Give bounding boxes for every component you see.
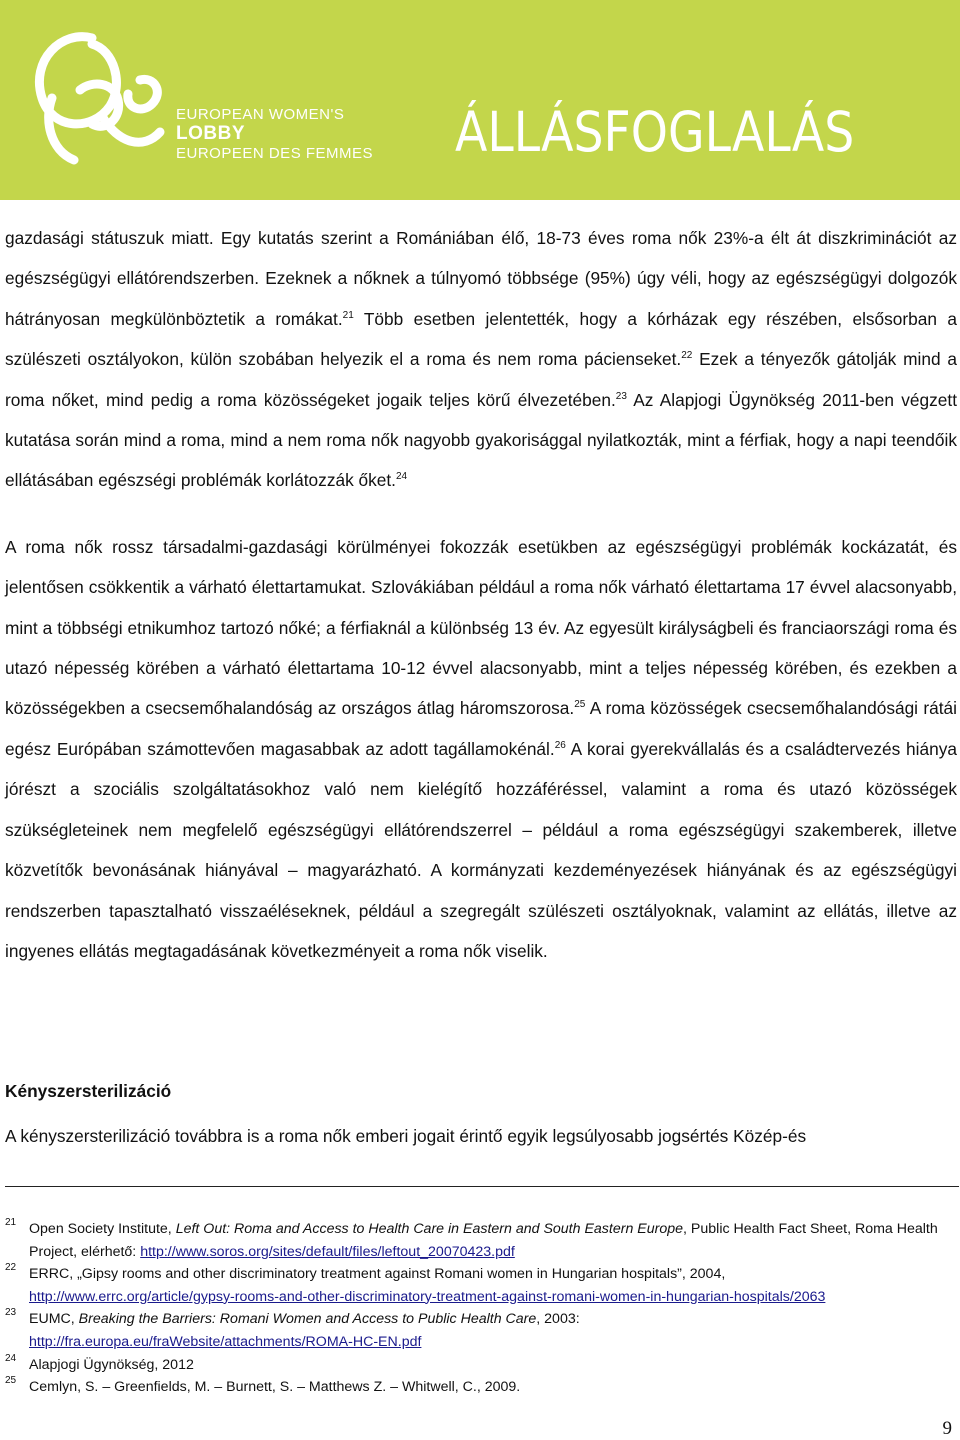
footnote-23: 23 EUMC, Breaking the Barriers: Romani Women and Access to Public Health Care, 2003: http://fra.europa.eu/fraWebsite/attachments/ROMA-HC-EN.pdf [5, 1308, 957, 1353]
paragraph-2: A roma nők rossz társadalmi-gazdasági körülményei fokozzák esetükben az egészségügyi problémák kockázatát, és jelentősen csökkentik a várható élettartamukat. Szlovákiában például a roma nők várható élettartama 17 évvel alacsonyabb, mint a többségi etnikumhoz tartozó nőké; a férfiaknál a különbség 13 év. Az egyesült királyságbeli és franciaországi roma és utazó népesség körében a várható élettartama 10-12 évvel alacsonyabb, mint a teljes népesség körében, és ezekben a közösségekben a csecsemőhalandóság az országos átlag háromszorosa.$^{25}$ A roma közösségek csecsemőhalandósági rátái egész Európában számottevően magasabbak az adott tagállamokénál.$^{26}$ A korai gyerekvállalás és a családtervezés hiánya jórészt a szociális szolgáltatásokhoz való nem kielégítő hozzáféréssel, valamint a roma és utazó közösségek szükségleteinek nem megfelelő egészségügyi ellátórendszerrel – például a roma egészségügyi szakemberek, illetve közvetítők bevonásának hiányával – magyarázható. A kormányzati kezdeményezések hiányának és az egészségügyi rendszerben tapasztalható visszaéléseknek, például a szegregált szülészeti osztályoknak, valamint az ellátás, illetve az ingyenes ellátás megtagadásának következményeit a roma nők viselik. [5, 536, 957, 961]
footnote-link[interactable]: http://www.errc.org/article/gypsy-rooms-and-other-discriminatory-treatment-against-romani-women-in-hungarian-hospitals/2063 [29, 1288, 826, 1305]
body-text-continued [5, 1116, 957, 1156]
paragraph-1: gazdasági státuszuk miatt. Egy kutatás szerint a Romániában élő, 18-73 éves roma nők 23%-a élt át diszkriminációt az egészségügyi ellátórendszerben. Ezeknek a nőknek a túlnyomó többsége (95%) úgy véli, hogy az egészségügyi dolgozók hátrányosan megkülönböztetik a romákat.$^{21}$ Több esetben jelentették, hogy a kórházak egy részében, elsősorban a szülészeti osztályokon, külön szobában helyezik el a roma és nem roma pácienseket.$^{22}$ Ezek a tényezők gátolják mind a roma nőket, mind pedig a roma közösségeket jogaik teljes körű élvezetében.$^{23}$ Az Alapjogi Ügynökség 2011-ben végzett kutatása során mind a roma, mind a nem roma nők nagyobb gyakorisággal nyilatkozták, mint a férfiak, hogy a napi teendőik ellátásában egészségi problémák korlátozzák őket.$^{24}$ [5, 228, 958, 491]
paragraph-3: A kényszersterilizáció továbbra is a roma nők emberi jogait érintő egyik legsúlyosabb jogsértés Közép-és [5, 1126, 807, 1146]
org-name-line-2: LOBBY [176, 123, 245, 145]
footnote-separator [5, 1186, 959, 1187]
header-banner [0, 0, 960, 200]
body-text [5, 218, 957, 971]
footnote-number: 22 [5, 1262, 17, 1274]
footnote-number: 24 [5, 1352, 17, 1364]
footnote-25: 25 Cemlyn, S. – Greenfields, M. – Burnett, S. – Matthews Z. – Whitwell, C., 2009. [5, 1376, 957, 1399]
footnote-link[interactable]: http://fra.europa.eu/fraWebsite/attachments/ROMA-HC-EN.pdf [29, 1333, 422, 1350]
footnote-number: 25 [5, 1375, 17, 1387]
org-name [176, 106, 373, 162]
footnote-ref-22[interactable]: 22 [681, 350, 693, 362]
footnote-22: 22 ERRC, „Gipsy rooms and other discriminatory treatment against Romani women in Hungarian hospitals”, 2004, http://www.errc.org/article/gypsy-rooms-and-other-discriminatory-treatment-against-romani-women-in-hungarian-hospitals/2063 [5, 1263, 957, 1308]
footnote-ref-26[interactable]: 26 [554, 740, 566, 752]
footnote-21: 21 Open Society Institute, Left Out: Roma and Access to Health Care in Eastern and South Eastern Europe, Public Health Fact Sheet, Roma Health Project, elérhető: http://www.soros.org/sites/default/files/leftout_20070423.pdf [5, 1218, 957, 1263]
document-type-title: ÁLLÁSFOGLALÁS [454, 100, 854, 164]
footnotes [5, 1218, 957, 1399]
footnote-ref-23[interactable]: 23 [615, 390, 627, 402]
ewl-logo-icon [22, 20, 172, 180]
org-name-line-1: EUROPEAN WOMEN'S [176, 106, 345, 123]
org-name-line-3: EUROPEEN DES FEMMES [176, 145, 374, 163]
footnote-number: 23 [5, 1307, 17, 1319]
footnote-number: 21 [5, 1217, 17, 1228]
footnote-ref-24[interactable]: 24 [395, 471, 408, 483]
footnote-24: 24 Alapjogi Ügynökség, 2012 [5, 1354, 957, 1377]
footnote-ref-21[interactable]: 21 [342, 310, 354, 322]
footnote-link[interactable]: http://www.soros.org/sites/default/files/leftout_20070423.pdf [140, 1243, 515, 1260]
page-number: 9 [942, 1418, 952, 1439]
footnote-ref-25[interactable]: 25 [574, 699, 586, 711]
section-heading: Kényszersterilizáció [5, 1081, 172, 1101]
